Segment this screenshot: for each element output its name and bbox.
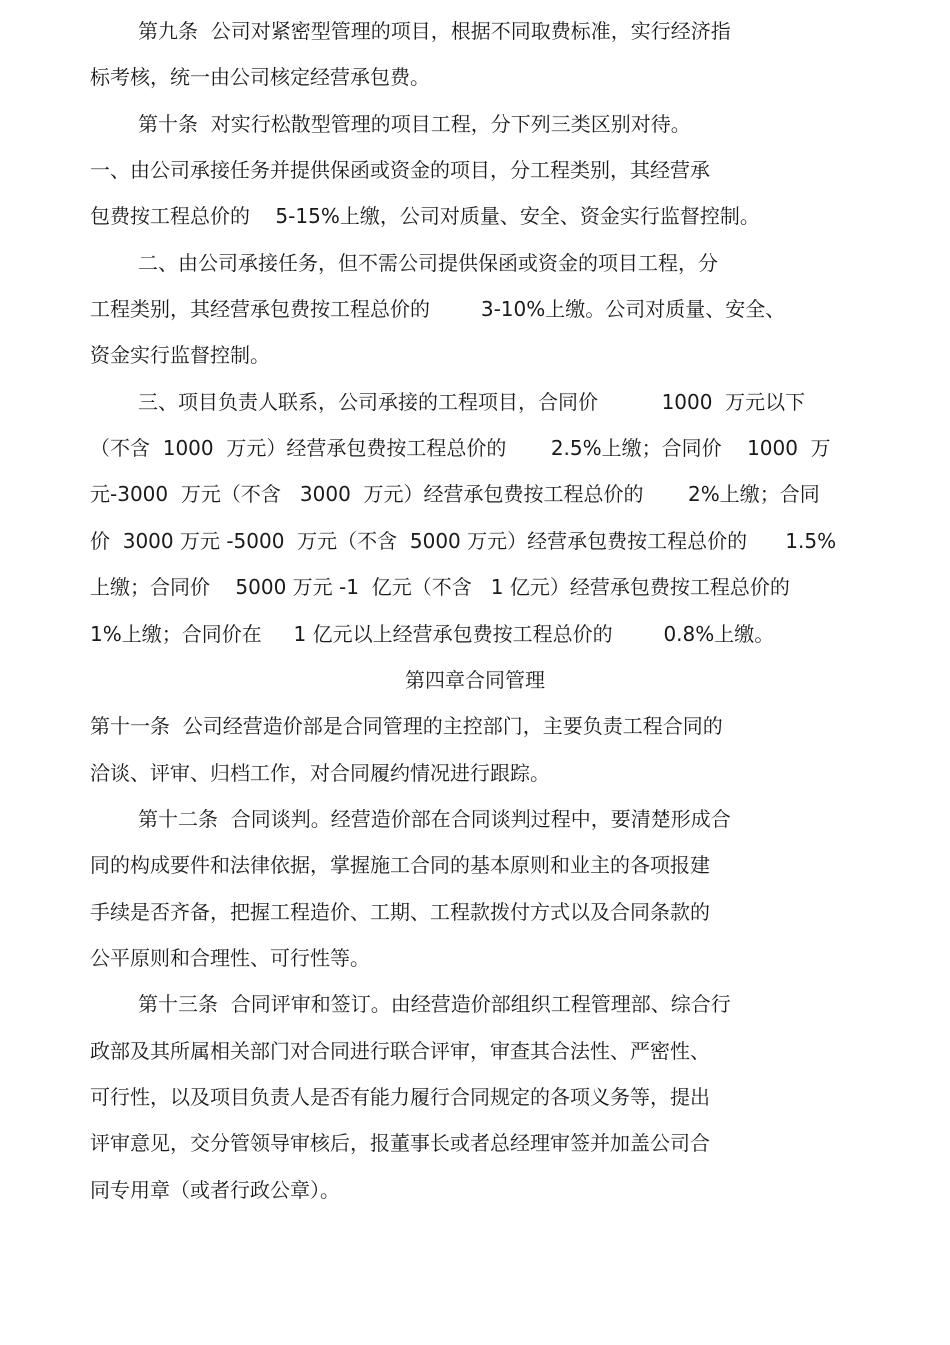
paragraph-line: 第十三条 合同评审和签订。由经营造价部组织工程管理部、综合行 (138, 992, 731, 1016)
paragraph-line: 三、项目负责人联系，公司承接的工程项目，合同价 1000 万元以下 (138, 390, 806, 414)
paragraph-line: （不含 1000 万元）经营承包费按工程总价的 2.5%上缴；合同价 1000 万 (90, 436, 831, 460)
paragraph-line: 二、由公司承接任务，但不需公司提供保函或资金的项目工程，分 (138, 251, 718, 275)
paragraph-line: 第十一条 公司经营造价部是合同管理的主控部门，主要负责工程合同的 (90, 714, 723, 738)
paragraph-line: 上缴；合同价 5000 万元 -1 亿元（不含 1 亿元）经营承包费按工程总价的 (90, 575, 790, 599)
paragraph-line: 标考核，统一由公司核定经营承包费。 (90, 65, 430, 89)
paragraph-line: 第十二条 合同谈判。经营造价部在合同谈判过程中，要清楚形成合 (138, 807, 731, 831)
paragraph-line: 包费按工程总价的 5-15%上缴，公司对质量、安全、资金实行监督控制。 (90, 204, 760, 228)
paragraph-line: 政部及其所属相关部门对合同进行联合评审，审查其合法性、严密性、 (90, 1039, 710, 1063)
paragraph-line: 一、由公司承接任务并提供保函或资金的项目，分工程类别，其经营承 (90, 158, 710, 182)
paragraph-line: 同的构成要件和法律依据，掌握施工合同的基本原则和业主的各项报建 (90, 853, 710, 877)
paragraph-line: 公平原则和合理性、可行性等。 (90, 946, 370, 970)
paragraph-line: 价 3000 万元 -5000 万元（不含 5000 万元）经营承包费按工程总价的 1.5% (90, 529, 837, 553)
chapter-heading: 第四章合同管理 (405, 668, 545, 692)
paragraph-line: 工程类别，其经营承包费按工程总价的 3-10%上缴。公司对质量、安全、 (90, 297, 786, 321)
paragraph-line: 元-3000 万元（不含 3000 万元）经营承包费按工程总价的 2%上缴；合同 (90, 482, 820, 506)
paragraph-line: 资金实行监督控制。 (90, 343, 270, 367)
paragraph-line: 同专用章（或者行政公章）。 (90, 1178, 340, 1202)
paragraph-line: 可行性，以及项目负责人是否有能力履行合同规定的各项义务等，提出 (90, 1085, 710, 1109)
paragraph-line: 手续是否齐备，把握工程造价、工期、工程款拨付方式以及合同条款的 (90, 900, 710, 924)
paragraph-line: 第十条 对实行松散型管理的项目工程，分下列三类区别对待。 (138, 112, 691, 136)
paragraph-line: 第九条 公司对紧密型管理的项目，根据不同取费标准，实行经济指 (138, 19, 731, 43)
paragraph-line: 洽谈、评审、归档工作，对合同履约情况进行跟踪。 (90, 761, 550, 785)
paragraph-line: 1%上缴；合同价在 1 亿元以上经营承包费按工程总价的 0.8%上缴。 (90, 622, 775, 646)
paragraph-line: 评审意见，交分管领导审核后，报董事长或者总经理审签并加盖公司合 (90, 1131, 710, 1155)
